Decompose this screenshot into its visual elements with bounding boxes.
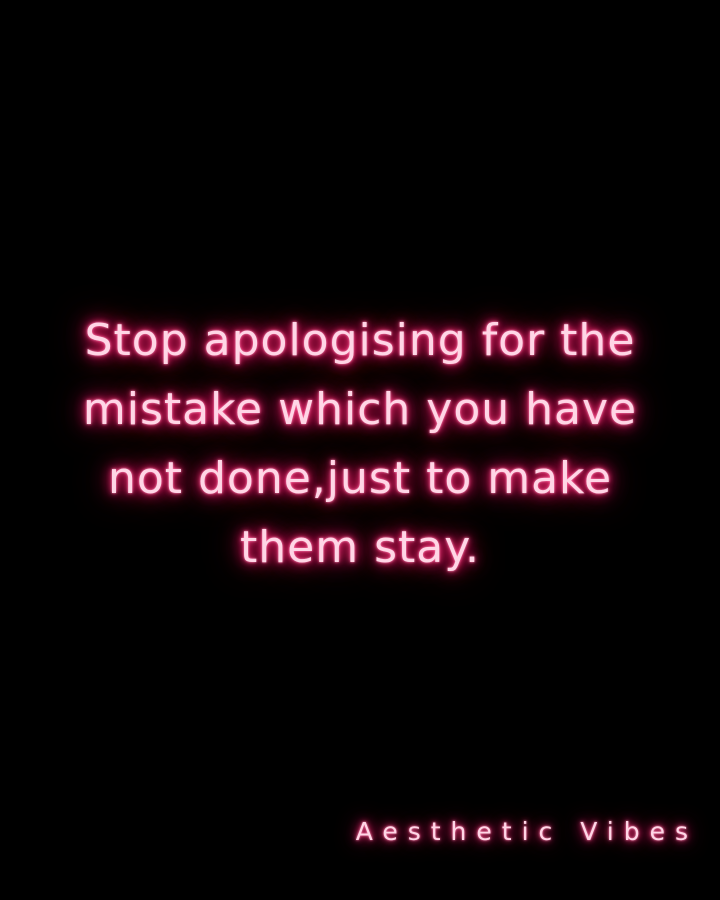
quote-line-1: Stop apologising for the bbox=[84, 315, 636, 366]
quote-line-4: them stay. bbox=[240, 522, 480, 573]
watermark-text: Aesthetic Vibes bbox=[355, 817, 698, 846]
quote-text bbox=[40, 306, 680, 582]
quote-line-2: mistake which you have bbox=[82, 384, 638, 435]
quote-line-3: not done,just to make bbox=[107, 453, 613, 504]
